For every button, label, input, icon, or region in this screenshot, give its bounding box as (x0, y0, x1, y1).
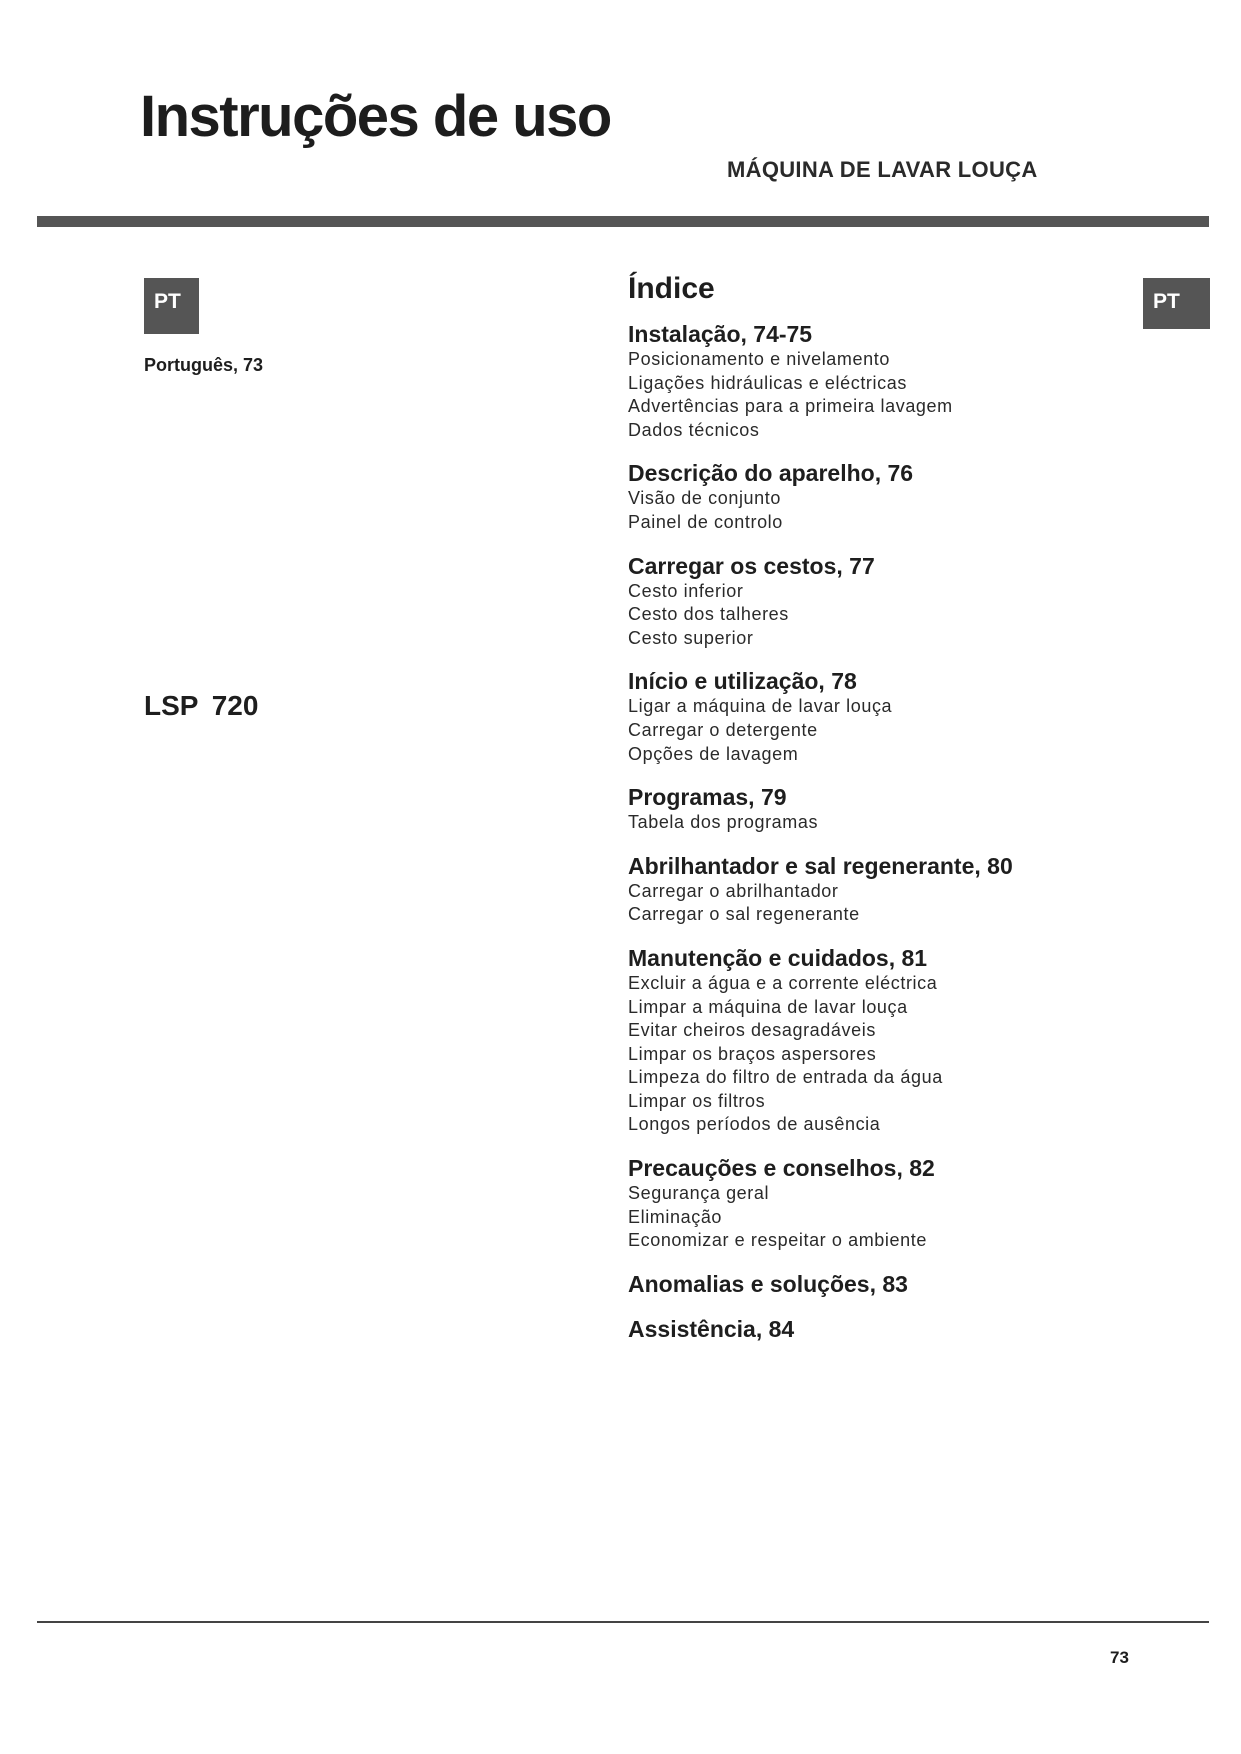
toc-item-list (628, 348, 1128, 442)
product-subtitle: MÁQUINA DE LAVAR LOUÇA (727, 157, 1038, 182)
toc-item: Dados técnicos (628, 419, 760, 440)
toc-section (628, 1316, 1128, 1343)
toc-item: Limpeza do filtro de entrada da água (628, 1067, 943, 1088)
toc-section-heading: Manutenção e cuidados, 81 (628, 944, 928, 971)
toc-item: Excluir a água e a corrente eléctrica (628, 972, 938, 993)
toc-section-heading: Descrição do aparelho, 76 (628, 460, 914, 487)
table-of-contents (628, 272, 1128, 1361)
language-reference: Português, 73 (144, 355, 264, 375)
toc-item: Limpar os filtros (628, 1090, 766, 1111)
toc-sections (628, 321, 1128, 1343)
toc-section-heading: Início e utilização, 78 (628, 668, 857, 695)
toc-item: Eliminação (628, 1206, 723, 1227)
toc-item: Tabela dos programas (628, 812, 819, 833)
toc-section (628, 668, 1128, 766)
toc-item: Economizar e respeitar o ambiente (628, 1230, 927, 1251)
toc-item: Cesto superior (628, 627, 754, 648)
toc-item: Visão de conjunto (628, 488, 781, 509)
toc-section-heading: Carregar os cestos, 77 (628, 552, 875, 579)
toc-section (628, 1155, 1128, 1253)
toc-item-list (628, 695, 1128, 766)
language-tab: PT (1143, 278, 1210, 329)
toc-item-list (628, 972, 1128, 1137)
page-number: 73 (1110, 1648, 1129, 1667)
toc-item: Ligar a máquina de lavar louça (628, 696, 893, 717)
toc-section (628, 853, 1128, 927)
toc-section (628, 1271, 1128, 1298)
toc-section (628, 945, 1128, 1137)
toc-item-list (628, 487, 1128, 534)
footer-divider (37, 1621, 1209, 1623)
toc-item: Carregar o sal regenerante (628, 904, 860, 925)
toc-section (628, 784, 1128, 835)
page-title: Instruções de uso (140, 84, 611, 149)
toc-item-list (628, 880, 1128, 927)
toc-item: Opções de lavagem (628, 743, 799, 764)
toc-section-heading: Abrilhantador e sal regenerante, 80 (628, 852, 1013, 879)
toc-item: Limpar os braços aspersores (628, 1043, 877, 1064)
toc-section (628, 321, 1128, 442)
toc-section (628, 553, 1128, 651)
toc-item: Advertências para a primeira lavagem (628, 396, 953, 417)
toc-section (628, 460, 1128, 534)
language-badge: PT (144, 278, 199, 334)
toc-section-heading: Instalação, 74-75 (628, 321, 813, 347)
toc-section-heading: Assistência, 84 (628, 1315, 795, 1342)
toc-section-heading: Programas, 79 (628, 784, 787, 811)
toc-item: Carregar o abrilhantador (628, 880, 839, 901)
toc-item: Cesto dos talheres (628, 604, 789, 625)
toc-item: Painel de controlo (628, 511, 783, 532)
toc-item: Posicionamento e nivelamento (628, 349, 890, 369)
toc-title: Índice (628, 272, 715, 305)
toc-item: Limpar a máquina de lavar louça (628, 996, 908, 1017)
toc-item-list (628, 580, 1128, 651)
toc-item: Cesto inferior (628, 580, 744, 601)
toc-section-heading: Precauções e conselhos, 82 (628, 1155, 935, 1182)
toc-item: Longos períodos de ausência (628, 1114, 881, 1135)
header-divider (37, 216, 1209, 227)
toc-section-heading: Anomalias e soluções, 83 (628, 1270, 908, 1297)
toc-item-list (628, 1182, 1128, 1253)
model-number: LSP 720 (144, 690, 259, 721)
toc-item: Carregar o detergente (628, 719, 818, 740)
toc-item: Segurança geral (628, 1183, 770, 1204)
toc-item: Evitar cheiros desagradáveis (628, 1020, 876, 1041)
toc-item: Ligações hidráulicas e eléctricas (628, 372, 907, 393)
toc-item-list (628, 811, 1128, 835)
